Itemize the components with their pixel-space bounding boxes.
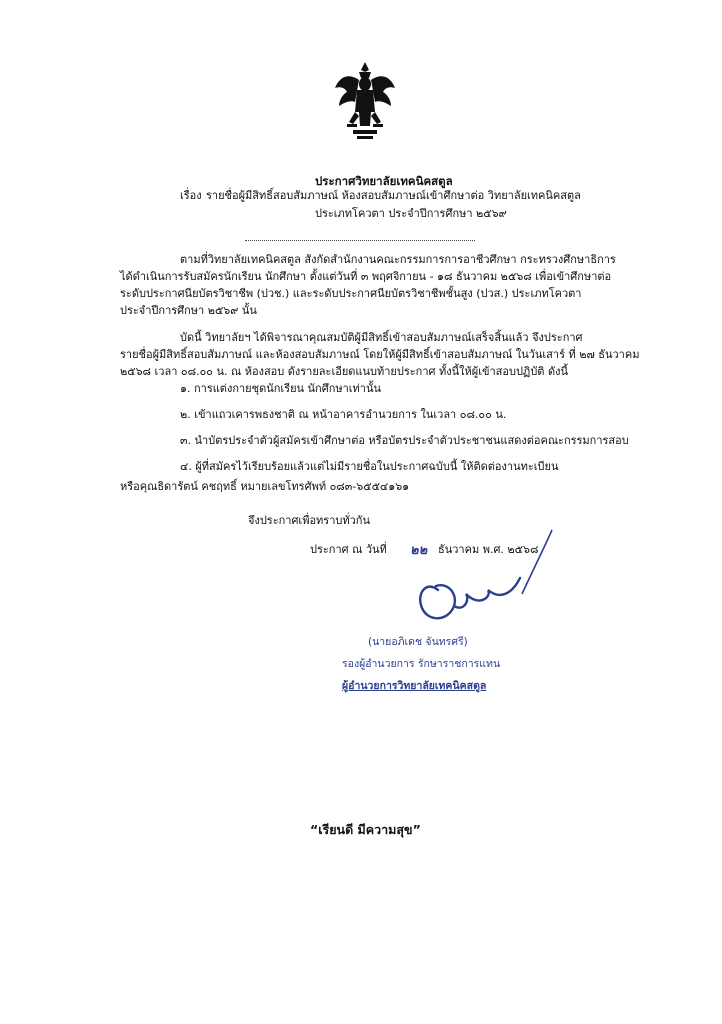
- paragraph-1-line-1: ตามที่วิทยาลัยเทคนิคสตูล สังกัดสำนักงานคณะกรรมการการอาชีวศึกษา กระทรวงศึกษาธิการ: [180, 253, 616, 266]
- dotted-separator: [245, 240, 475, 241]
- date-suffix: ธันวาคม พ.ศ. ๒๕๖๘: [438, 543, 539, 556]
- signature-icon: [408, 560, 568, 640]
- signer-position-2: ผู้อำนวยการวิทยาลัยเทคนิคสตูล: [342, 680, 487, 692]
- list-item: ๑. การแต่งกายชุดนักเรียน นักศึกษาเท่านั้น: [180, 382, 382, 395]
- paragraph-1-line-2: ได้ดำเนินการรับสมัครนักเรียน นักศึกษา ตั้งแต่วันที่ ๓ พฤศจิกายน - ๑๘ ธันวาคม ๒๕๖๘ เพื่อเข้าศึกษาต่อ: [120, 270, 612, 283]
- list-item: ๒. เข้าแถวเคารพธงชาติ ณ หน้าอาคารอำนวยการ ในเวลา ๐๘.๐๐ น.: [180, 408, 507, 421]
- subject-line-2: ประเภทโควตา ประจำปีการศึกษา ๒๕๖๙: [315, 207, 507, 220]
- list-item: ๓. นำบัตรประจำตัวผู้สมัครเข้าศึกษาต่อ หรือบัตรประจำตัวประชาชนแสดงต่อคณะกรรมการสอบ: [180, 434, 629, 447]
- subject-label: เรื่อง: [180, 189, 202, 202]
- date-prefix: ประกาศ ณ วันที่: [310, 543, 387, 556]
- paragraph-1-line-3: ระดับประกาศนียบัตรวิชาชีพ (ปวช.) และระดับประกาศนียบัตรวิชาชีพชั้นสูง (ปวส.) ประเภทโควตา: [120, 287, 582, 300]
- subject-line-1: รายชื่อผู้มีสิทธิ์สอบสัมภาษณ์ ห้องสอบสัมภาษณ์เข้าศึกษาต่อ วิทยาลัยเทคนิคสตูล: [206, 189, 581, 202]
- paragraph-1-line-4: ประจำปีการศึกษา ๒๕๖๙ นั้น: [120, 304, 257, 317]
- closing-line: จึงประกาศเพื่อทราบทั่วกัน: [248, 514, 370, 527]
- contact-line: หรือคุณธิดารัตน์ คชฤทธิ์ หมายเลขโทรศัพท์ ๐๘๓-๖๕๕๔๑๖๑: [120, 480, 410, 493]
- signer-name: (นายอภิเดช จันทรศรี): [368, 636, 468, 648]
- paragraph-2-line-2: รายชื่อผู้มีสิทธิ์สอบสัมภาษณ์ และห้องสอบสัมภาษณ์ โดยให้ผู้มีสิทธิ์เข้าสอบสัมภาษณ์ ในวันเสาร์ ที่ ๒๗ ธันวาคม: [120, 348, 640, 361]
- garuda-emblem-icon: [333, 58, 397, 144]
- date-day-handwritten: ๒๒: [410, 543, 428, 558]
- paragraph-2-line-3: ๒๕๖๘ เวลา ๐๘.๐๐ น. ณ ห้องสอบ ดังรายละเอียดแนบท้ายประกาศ ทั้งนี้ให้ผู้เข้าสอบปฏิบัติ ดังนี้: [120, 365, 568, 378]
- paragraph-2-line-1: บัดนี้ วิทยาลัยฯ ได้พิจารณาคุณสมบัติผู้มีสิทธิ์เข้าสอบสัมภาษณ์เสร็จสิ้นแล้ว จึงประกาศ: [180, 331, 583, 344]
- signer-position-1: รองผู้อำนวยการ รักษาราชการแทน: [342, 658, 501, 670]
- announcement-title: ประกาศวิทยาลัยเทคนิคสตูล: [315, 174, 453, 188]
- list-item: ๔. ผู้ที่สมัครไว้เรียบร้อยแล้วแต่ไม่มีรายชื่อในประกาศฉบับนี้ ให้ติดต่องานทะเบียน: [180, 460, 559, 473]
- school-motto: “เรียนดี มีความสุข”: [310, 822, 421, 837]
